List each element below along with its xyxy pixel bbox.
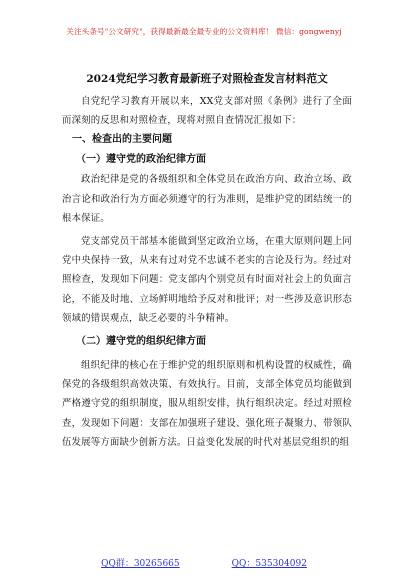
intro-paragraph: 自党纪学习教育开展以来，XX党支部对照《条例》进行了全面而深刻的反思和对照检查，现将对照自查情况汇报如下： [62, 96, 352, 127]
sub-heading-political: （一）遵守党的政治纪律方面 [76, 154, 206, 166]
paragraph-1: 政治纪律是党的各级组织和全体党员在政治方向、政治立场、政治言论和政治行为方面必须遵守的行为准则，是维护党的团结统一的根本保证。 [62, 174, 352, 224]
section-heading-1: 一、检查出的主要问题 [72, 134, 172, 146]
footer-contacts [0, 556, 408, 576]
footer-qq-group-link[interactable]: QQ群：30265665 [101, 559, 180, 569]
header-banner [0, 0, 408, 62]
document-body [62, 70, 352, 452]
paragraph-3: 组织纪律的核心在于维护党的组织原则和机构设置的权威性，确保党的各级组织高效决策、有效执行。目前，支部全体党员均能做到严格遵守党的组织制度，服从组织安排，执行组织决定。经过对照检查，发现如下问题：支部在加强班子建设、强化班子凝聚力、带领队伍发展等方面缺少创新方法。日益变化发展的时代对基层党组织的组 [62, 360, 352, 448]
header-banner-text: 关注头条号"公文研究"，获得最新最全最专业的公文资料库！ 微信：gongwenyj [66, 26, 342, 36]
document-title: 2024党纪学习教育最新班子对照检查发言材料范文 [86, 73, 328, 85]
paragraph-2: 党支部党员干部基本能做到坚定政治立场，在重大原则问题上同党中央保持一致，从来有过对党不忠诚不老实的言论及行为。经过对照检查，发现如下问题：党支部内个别党员有时面对社会上的负面言论，不能及时地、立场鲜明地给予反对和批评；对一些涉及意识形态领域的错误观点，缺乏必要的斗争精神。 [62, 236, 352, 324]
sub-heading-organizational: （二）遵守党的组织纪律方面 [76, 336, 206, 348]
footer-qq-link[interactable]: QQ：535304092 [231, 559, 307, 569]
